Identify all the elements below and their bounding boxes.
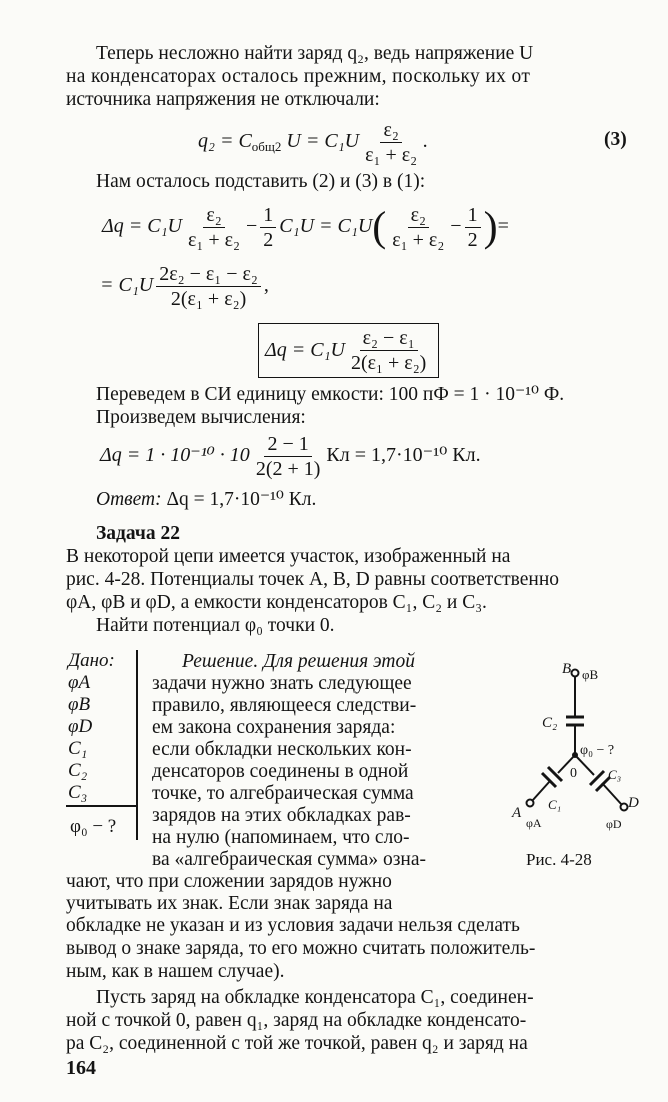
given-block: [68, 650, 136, 804]
task-line-3: φA, φB и φD, а емкости конденсаторов C₁, C₂ и C₃.: [66, 592, 487, 613]
label-d: D: [628, 795, 639, 811]
boxed-result: Δq = C₁U $\frac{\text{ε₂ − ε₁}}{\text{2(ε₁ + ε₂)}}$: [258, 323, 439, 378]
page-number: 164: [66, 1057, 96, 1079]
wire-d: [575, 755, 594, 775]
label-c1: C₁: [548, 797, 562, 812]
solution-line-5: если обкладки нескольких кон-: [152, 739, 412, 760]
solution-line-4: ем закона сохранения заряда:: [152, 717, 396, 738]
label-phi-a: φA: [526, 816, 542, 830]
label-zero: 0: [570, 766, 577, 781]
label-c3: C₃: [608, 767, 622, 782]
label-phi-0: φ₀ − ?: [580, 743, 615, 758]
equation-label-3: (3): [604, 129, 627, 150]
equation-3: $q_2 = C_{общ2}$ U = C₁U $\frac{\text{ε₂}}{\text{ε₁ + ε₂}}$ .: [198, 119, 429, 166]
given-item: C₂: [68, 760, 88, 781]
last-paragraph-line-1: Пусть заряд на обкладке конденсатора C₁, соединен-: [96, 987, 534, 1008]
given-find: φ₀ − ?: [70, 816, 117, 837]
circuit-diagram: [490, 655, 650, 845]
given-item: C₃: [68, 782, 88, 803]
given-item: φA: [68, 672, 91, 693]
label-a: A: [512, 805, 522, 821]
solution-line-8: зарядов на этих обкладках рав-: [152, 805, 411, 826]
solution-line-2: задачи нужно знать следующее: [152, 673, 412, 694]
task-title: Задача 22: [96, 523, 180, 544]
given-divider-vertical: [136, 650, 138, 840]
capacitor-c1-plate: [548, 767, 562, 781]
node-0: [572, 752, 578, 758]
solution-line-6: денсаторов соединены в одной: [152, 761, 409, 782]
solution-full-line-2: вывод о знаке заряда, то его можно считать положитель-: [66, 938, 536, 959]
equation-dq-1: Δq = C₁U $\frac{\text{ε₂}}{\text{ε₁ + ε₂}}$ − $\frac{1}{2}$ C₁U = C₁U( $\frac{\text{ε₂}}{\text{ε₁ + ε₂}}$ − $\frac{1}{2}$ )=: [102, 204, 509, 251]
solution-line-11: чают, что при сложении зарядов нужно: [66, 871, 392, 892]
given-item: φD: [68, 716, 93, 737]
terminal-b: [572, 670, 579, 677]
intro-line-3: источника напряжения не отключали:: [66, 89, 380, 110]
equation-dq-2: = C₁U $\frac{\text{2ε₂ − ε₁ − ε₂}}{\text{2(ε₁ + ε₂)}}$ ,: [100, 263, 269, 310]
equation-numeric: Δq = 1 · 10⁻¹⁰ · 10 $\frac{2 - 1}{2(2 + 1)}$ Кл = 1,7·10⁻¹⁰ Кл.: [100, 433, 481, 480]
label-phi-d: φD: [606, 817, 622, 831]
solution-full-line-1: обкладке не указан и из условия задачи нельзя сделать: [66, 915, 520, 936]
given-item: C₁: [68, 738, 88, 759]
solution-full-line-3: ным, как в нашем случае).: [66, 961, 285, 982]
label-b: B: [562, 661, 572, 677]
solution-line-9: на нулю (напоминаем, что сло-: [152, 827, 410, 848]
capacitor-c1-plate: [542, 773, 556, 787]
task-line-4: Найти потенциал φ₀ точки 0.: [96, 615, 335, 636]
substitution-line: Нам осталось подставить (2) и (3) в (1):: [96, 171, 426, 192]
solution-line-1: Решение. Для решения этой: [182, 651, 415, 672]
calculation-line: Произведем вычисления:: [96, 407, 306, 428]
figure-caption: Рис. 4-28: [526, 850, 592, 869]
intro-line-1: Теперь несложно найти заряд q₂, ведь напряжение U: [96, 43, 534, 64]
last-paragraph-line-2: ной с точкой 0, равен q₁, заряд на обкладке конденсато-: [66, 1010, 527, 1031]
terminal-d: [621, 804, 628, 811]
label-c2: C₂: [542, 715, 558, 731]
label-phi-b: φB: [582, 667, 599, 682]
terminal-a: [527, 800, 534, 807]
last-paragraph-line-3: ра C₂, соединенной с той же точкой, равен q₂ и заряд на: [66, 1033, 528, 1054]
given-item: φB: [68, 694, 91, 715]
given-title: Дано:: [68, 650, 115, 671]
solution-line-7: точке, то алгебраическая сумма: [152, 783, 414, 804]
intro-line-2: на конденсаторах осталось прежним, поскольку их от: [66, 66, 531, 87]
given-divider-horizontal: [66, 805, 136, 807]
task-line-1: В некоторой цепи имеется участок, изображенный на: [66, 546, 511, 567]
wire-d-lower: [602, 783, 622, 805]
solution-line-10: ва «алгебраическая сумма» озна-: [152, 849, 426, 870]
answer-line: Ответ: Δq = 1,7·10⁻¹⁰ Кл.: [96, 489, 317, 510]
solution-line-12: учитывать их знак. Если знак заряда на: [66, 893, 393, 914]
task-line-2: рис. 4-28. Потенциалы точек A, B, D равны соответственно: [66, 569, 560, 590]
solution-line-3: правило, являющееся следстви-: [152, 695, 417, 716]
si-conversion-line: Переведем в СИ единицу емкости: 100 пФ = 1 · 10⁻¹⁰ Ф.: [96, 384, 565, 405]
